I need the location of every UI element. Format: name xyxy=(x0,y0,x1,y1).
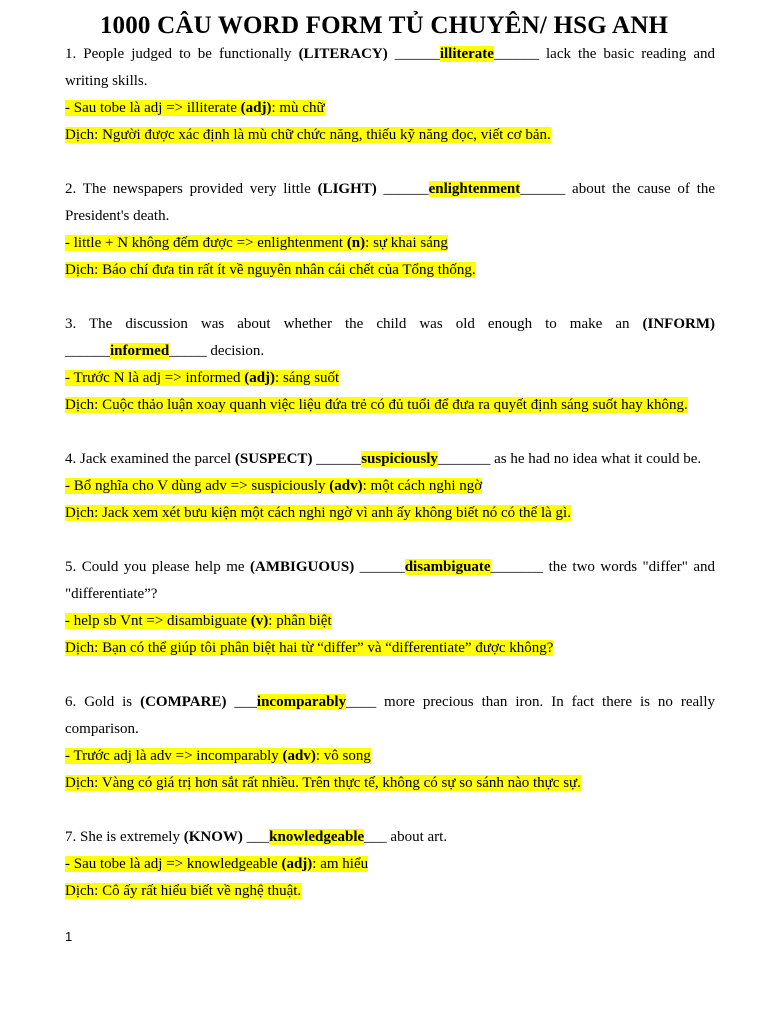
rule-line: - Sau tobe là adj => knowledgeable (adj): am hiểu xyxy=(65,856,369,872)
answer-highlight: incomparably xyxy=(256,694,347,710)
translation-line: Dịch: Cuộc thảo luận xoay quanh việc liệu đứa trẻ có đủ tuổi để đưa ra quyết định sáng suốt hay không. xyxy=(65,397,688,413)
rule-line: - little + N không đếm được => enlightenment (n): sự khai sáng xyxy=(65,235,448,251)
answer-highlight: disambiguate xyxy=(404,559,491,575)
question-list xyxy=(65,41,715,932)
question-number: 1. xyxy=(65,46,77,62)
answer-highlight: enlightenment xyxy=(428,181,521,197)
translation-line: Dịch: Vàng có giá trị hơn sắt rất nhiều. Trên thực tế, không có sự so sánh nào thực sự. xyxy=(65,775,581,791)
question-text: 7. She is extremely (KNOW) ___knowledgeable___ about art. xyxy=(65,829,448,845)
question-item-1 xyxy=(65,41,715,149)
question-text: 4. Jack examined the parcel (SUSPECT) ______suspiciously_______ as he had no idea what it could be. xyxy=(65,451,702,467)
answer-highlight: suspiciously xyxy=(361,451,438,467)
rule-line: - Trước N là adj => informed (adj): sáng suốt xyxy=(65,370,340,386)
question-number: 3. xyxy=(65,316,77,332)
translation-line: Dịch: Báo chí đưa tin rất ít về nguyên nhân cái chết của Tổng thống. xyxy=(65,262,476,278)
rule-line: - Bổ nghĩa cho V dùng adv => suspiciously (adv): một cách nghi ngờ xyxy=(65,478,483,494)
question-number: 6. xyxy=(65,694,77,710)
part-of-speech: (adv) xyxy=(329,478,363,494)
word-cue: (INFORM) xyxy=(642,316,715,332)
word-cue: (COMPARE) xyxy=(140,694,227,710)
rule-line: - help sb Vnt => disambiguate (v): phân biệt xyxy=(65,613,332,629)
part-of-speech: (adj) xyxy=(244,370,276,386)
question-number: 7. xyxy=(65,829,77,845)
answer-highlight: illiterate xyxy=(439,46,494,62)
translation-line: Dịch: Bạn có thể giúp tôi phân biệt hai từ “differ” và “differentiate” được không? xyxy=(65,640,554,656)
question-text: 2. The newspapers provided very little (LIGHT) ______enlightenment______ about the cause of the President's death. xyxy=(65,181,716,224)
rule-line: - Trước adj là adv => incomparably (adv): vô song xyxy=(65,748,371,764)
answer-highlight: informed xyxy=(110,343,170,359)
question-item-5 xyxy=(65,554,715,662)
part-of-speech: (v) xyxy=(250,613,269,629)
rule-line: - Sau tobe là adj => illiterate (adj): mù chữ xyxy=(65,100,325,116)
answer-highlight: knowledgeable xyxy=(269,829,365,845)
word-cue: (LITERACY) xyxy=(298,46,388,62)
question-number: 5. xyxy=(65,559,77,575)
question-item-3 xyxy=(65,311,715,419)
part-of-speech: (n) xyxy=(346,235,366,251)
question-item-4 xyxy=(65,446,715,527)
question-number: 4. xyxy=(65,451,77,467)
part-of-speech: (adv) xyxy=(282,748,316,764)
question-item-7 xyxy=(65,824,715,905)
question-text: 3. The discussion was about whether the child was old enough to make an (INFORM) ______informed_____ decision. xyxy=(65,316,715,359)
word-cue: (SUSPECT) xyxy=(234,451,313,467)
word-cue: (AMBIGUOUS) xyxy=(250,559,355,575)
question-text: 5. Could you please help me (AMBIGUOUS) ______disambiguate_______ the two words "differ" and "differentiate”? xyxy=(65,559,715,602)
translation-line: Dịch: Cô ấy rất hiểu biết về nghệ thuật. xyxy=(65,883,302,899)
translation-line: Dịch: Jack xem xét bưu kiện một cách nghi ngờ vì anh ấy không biết nó có thể là gì. xyxy=(65,505,571,521)
question-text: 6. Gold is (COMPARE) ___incomparably____ more precious than iron. In fact there is no really comparison. xyxy=(65,694,716,737)
question-number: 2. xyxy=(65,181,77,197)
page-title: 1000 CÂU WORD FORM TỦ CHUYÊN/ HSG ANH xyxy=(99,12,669,39)
page-number: 1 xyxy=(65,929,73,944)
word-cue: (LIGHT) xyxy=(317,181,377,197)
question-item-6 xyxy=(65,689,715,797)
question-item-2 xyxy=(65,176,715,284)
word-cue: (KNOW) xyxy=(183,829,243,845)
question-text: 1. People judged to be functionally (LITERACY) ______illiterate______ lack the basic reading and writing skills. xyxy=(65,46,716,89)
part-of-speech: (adj) xyxy=(281,856,313,872)
part-of-speech: (adj) xyxy=(240,100,272,116)
translation-line: Dịch: Người được xác định là mù chữ chức năng, thiếu kỹ năng đọc, viết cơ bản. xyxy=(65,127,551,143)
